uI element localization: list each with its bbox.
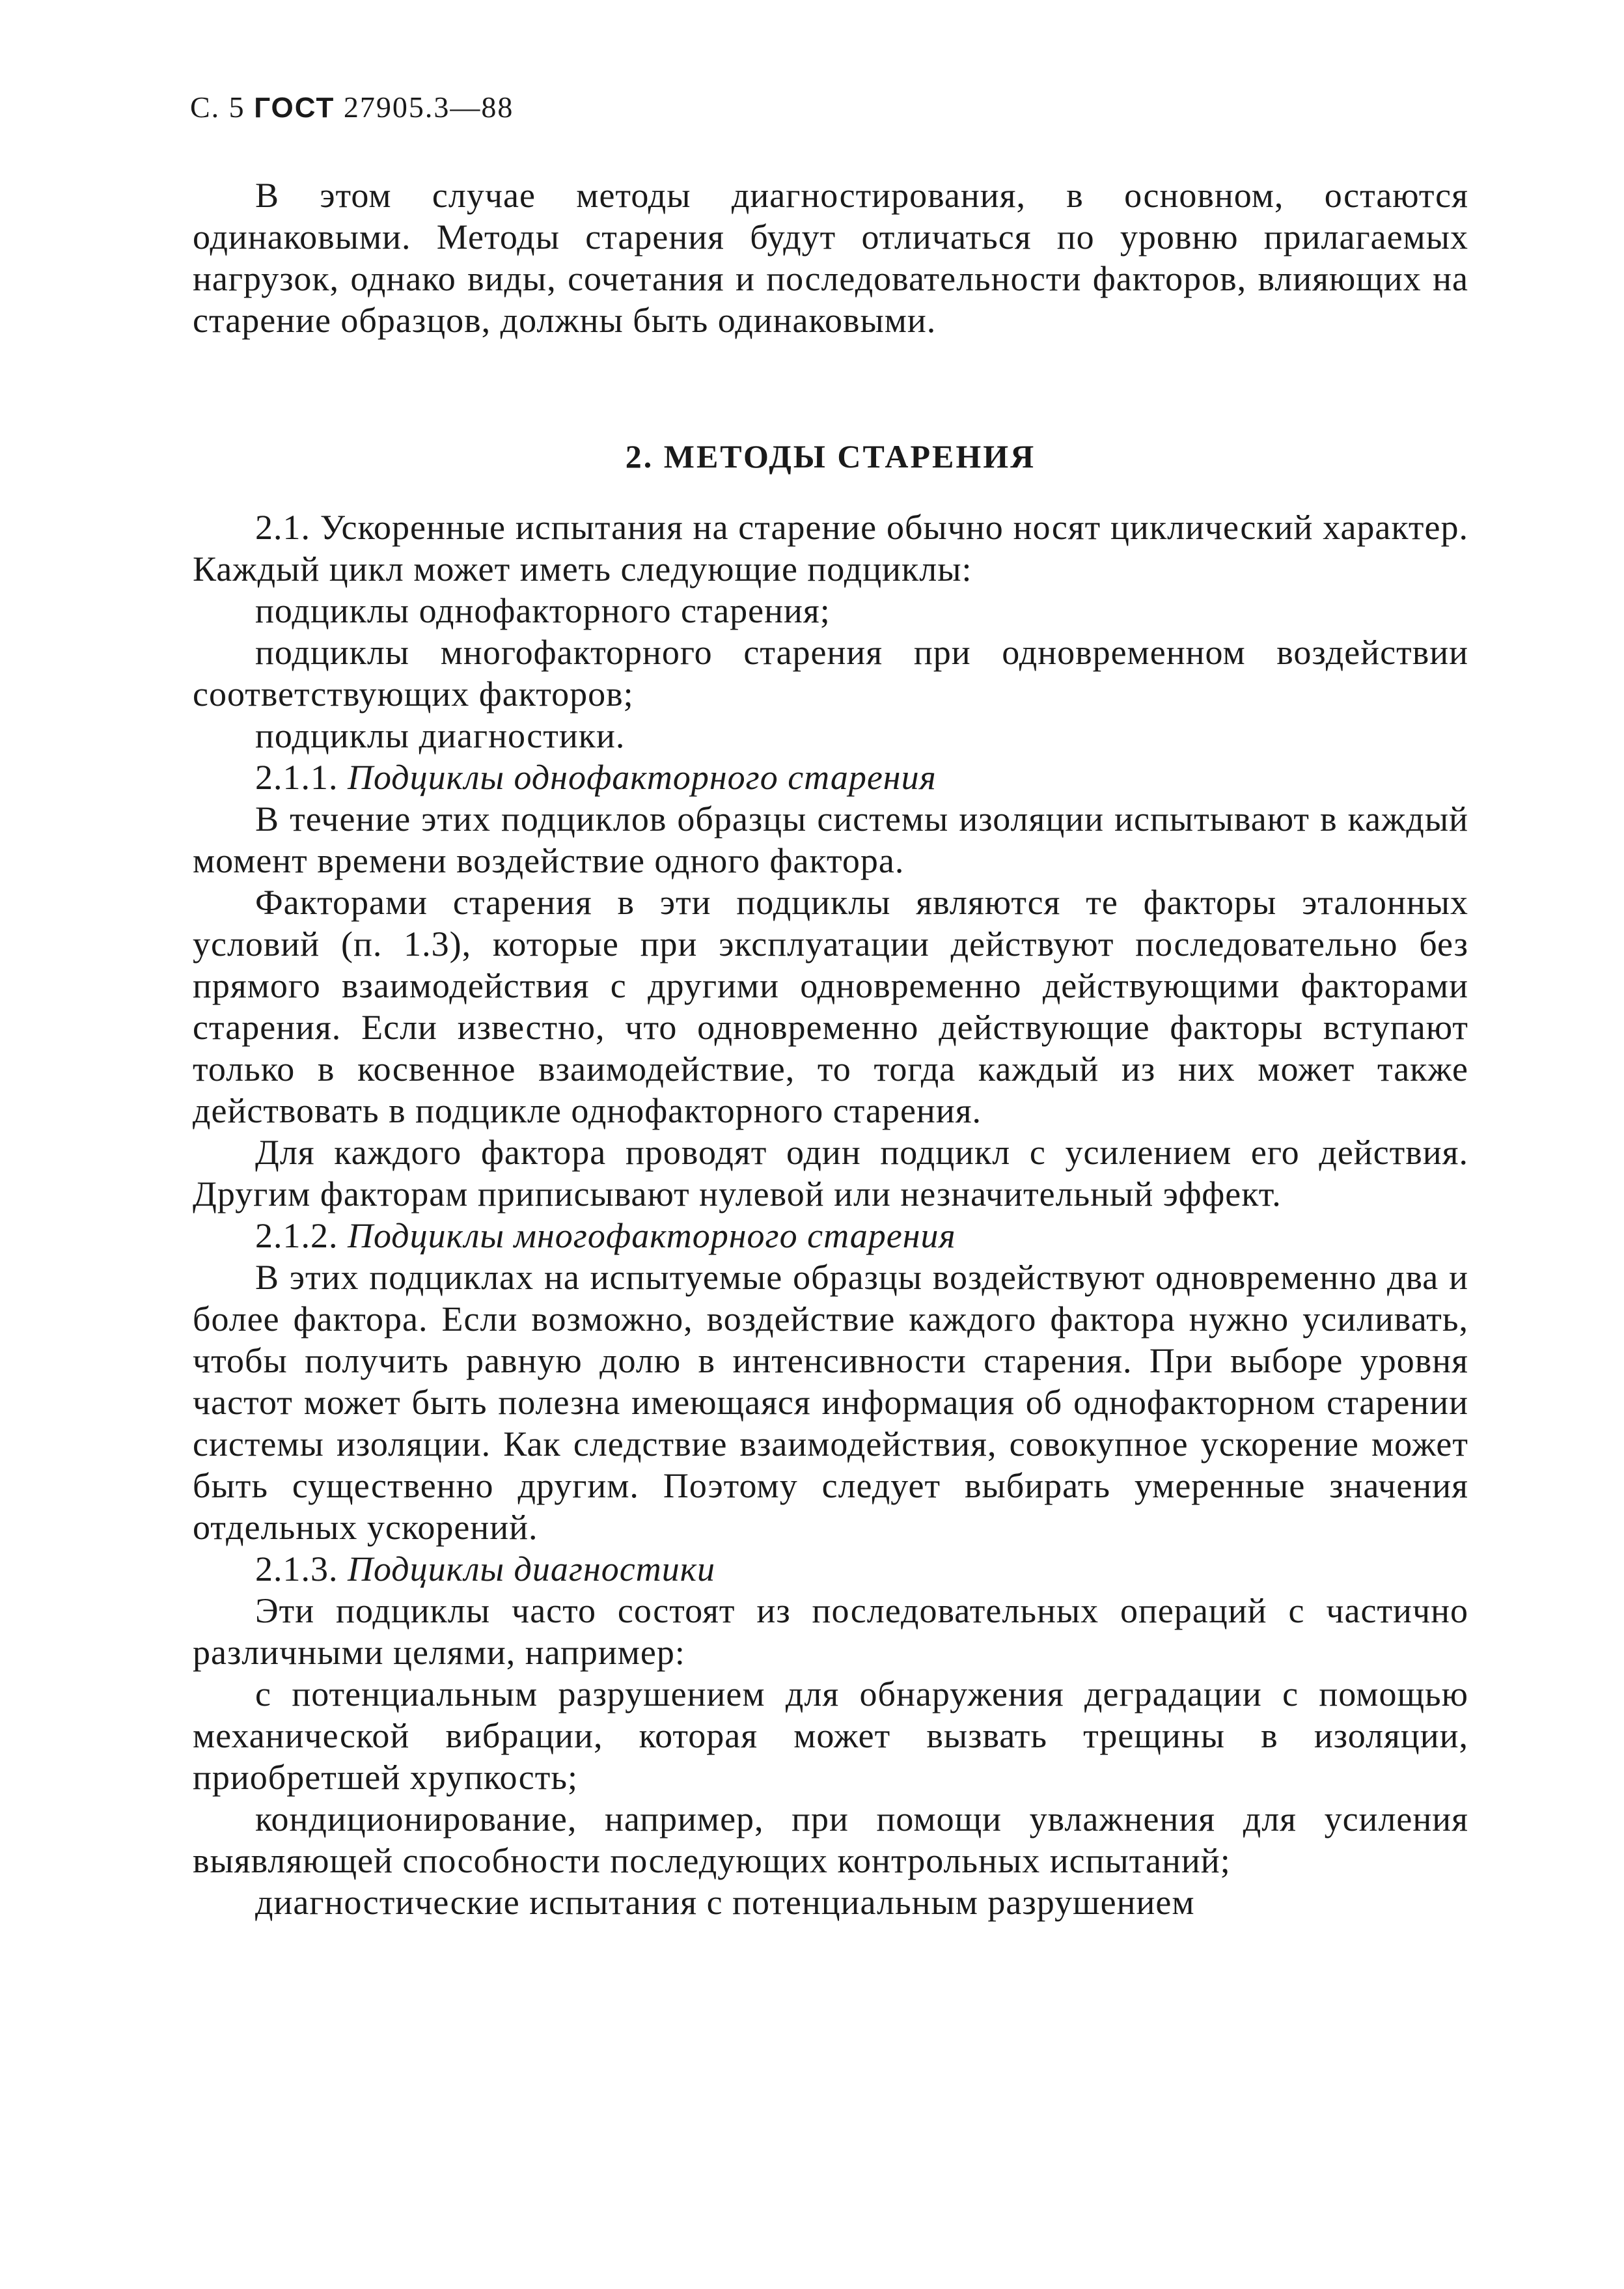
list-item: подциклы многофакторного старения при одновременном воздействии соответствующих факторов; [193,633,1468,714]
paragraph: Факторами старения в эти подциклы являются те факторы эталонных условий (п. 1.3), которые при эксплуатации действуют последовательно без прямого взаимодействия с другими одновременно действующими факторами старения. Если известно, что одновременно действующие факторы вступают только в косвенное взаимодействие, то тогда каждый из них может также действовать в подцикле однофакторного старения. [193,883,1468,1130]
paragraph: В течение этих подциклов образцы системы изоляции испытывают в каждый момент времени воздействие одного фактора. [193,799,1468,880]
paragraph: с потенциальным разрушением для обнаружения деградации с помощью механической вибрации, которая может вызвать трещины в изоляции, приобретшей хрупкость; [193,1674,1468,1797]
list-item: подциклы диагностики. [255,716,626,755]
subheading-title: Подциклы диагностики [348,1549,715,1588]
subheading-2-1-1 [193,756,1468,798]
page-number: С. 5 [190,90,245,124]
subheading-number: 2.1.2. [255,1216,338,1255]
subheading-number: 2.1.3. [255,1549,338,1588]
subheading-2-1-3 [193,1548,1468,1590]
paragraph: диагностические испытания с потенциальным разрушением [255,1883,1195,1922]
paragraph-2-1: 2.1. Ускоренные испытания на старение обычно носят циклический характер. Каждый цикл может иметь следующие подциклы: [193,508,1468,589]
page-header [190,90,514,124]
gost-label: ГОСТ [254,92,335,124]
paragraph: В этих подциклах на испытуемые образцы воздействуют одновременно два и более фактора. Если возможно, воздействие каждого фактора нужно усиливать, чтобы получить равную долю в интенсивности старения. При выборе уровня частот может быть полезна имеющаяся информация об однофакторном старении системы изоляции. Как следствие взаимодействия, совокупное ускорение может быть существенно другим. Поэтому следует выбирать умеренные значения отдельных ускорений. [193,1258,1468,1547]
section-title: 2. МЕТОДЫ СТАРЕНИЯ [625,438,1036,475]
subheading-title: Подциклы многофакторного старения [348,1216,956,1255]
intro-block [193,174,1468,341]
section-body [193,506,1468,1923]
subheading-number: 2.1.1. [255,758,338,797]
paragraph: Эти подциклы часто состоят из последовательных операций с частично различными целями, например: [193,1591,1468,1672]
subheading-2-1-2 [193,1215,1468,1256]
paragraph: Для каждого фактора проводят один подцикл с усилением его действия. Другим факторам приписывают нулевой или незначительный эффект. [193,1133,1468,1214]
list-item: подциклы однофакторного старения; [255,591,831,630]
subheading-title: Подциклы однофакторного старения [348,758,937,797]
intro-paragraph: В этом случае методы диагностирования, в основном, остаются одинаковыми. Методы старения будут отличаться по уровню прилагаемых нагрузок, однако виды, сочетания и последовательности факторов, влияющих на старение образцов, должны быть одинаковыми. [193,176,1468,340]
gost-number: 27905.3—88 [343,90,514,124]
paragraph: кондиционирование, например, при помощи увлажнения для усиления выявляющей способности последующих контрольных испытаний; [193,1799,1468,1880]
